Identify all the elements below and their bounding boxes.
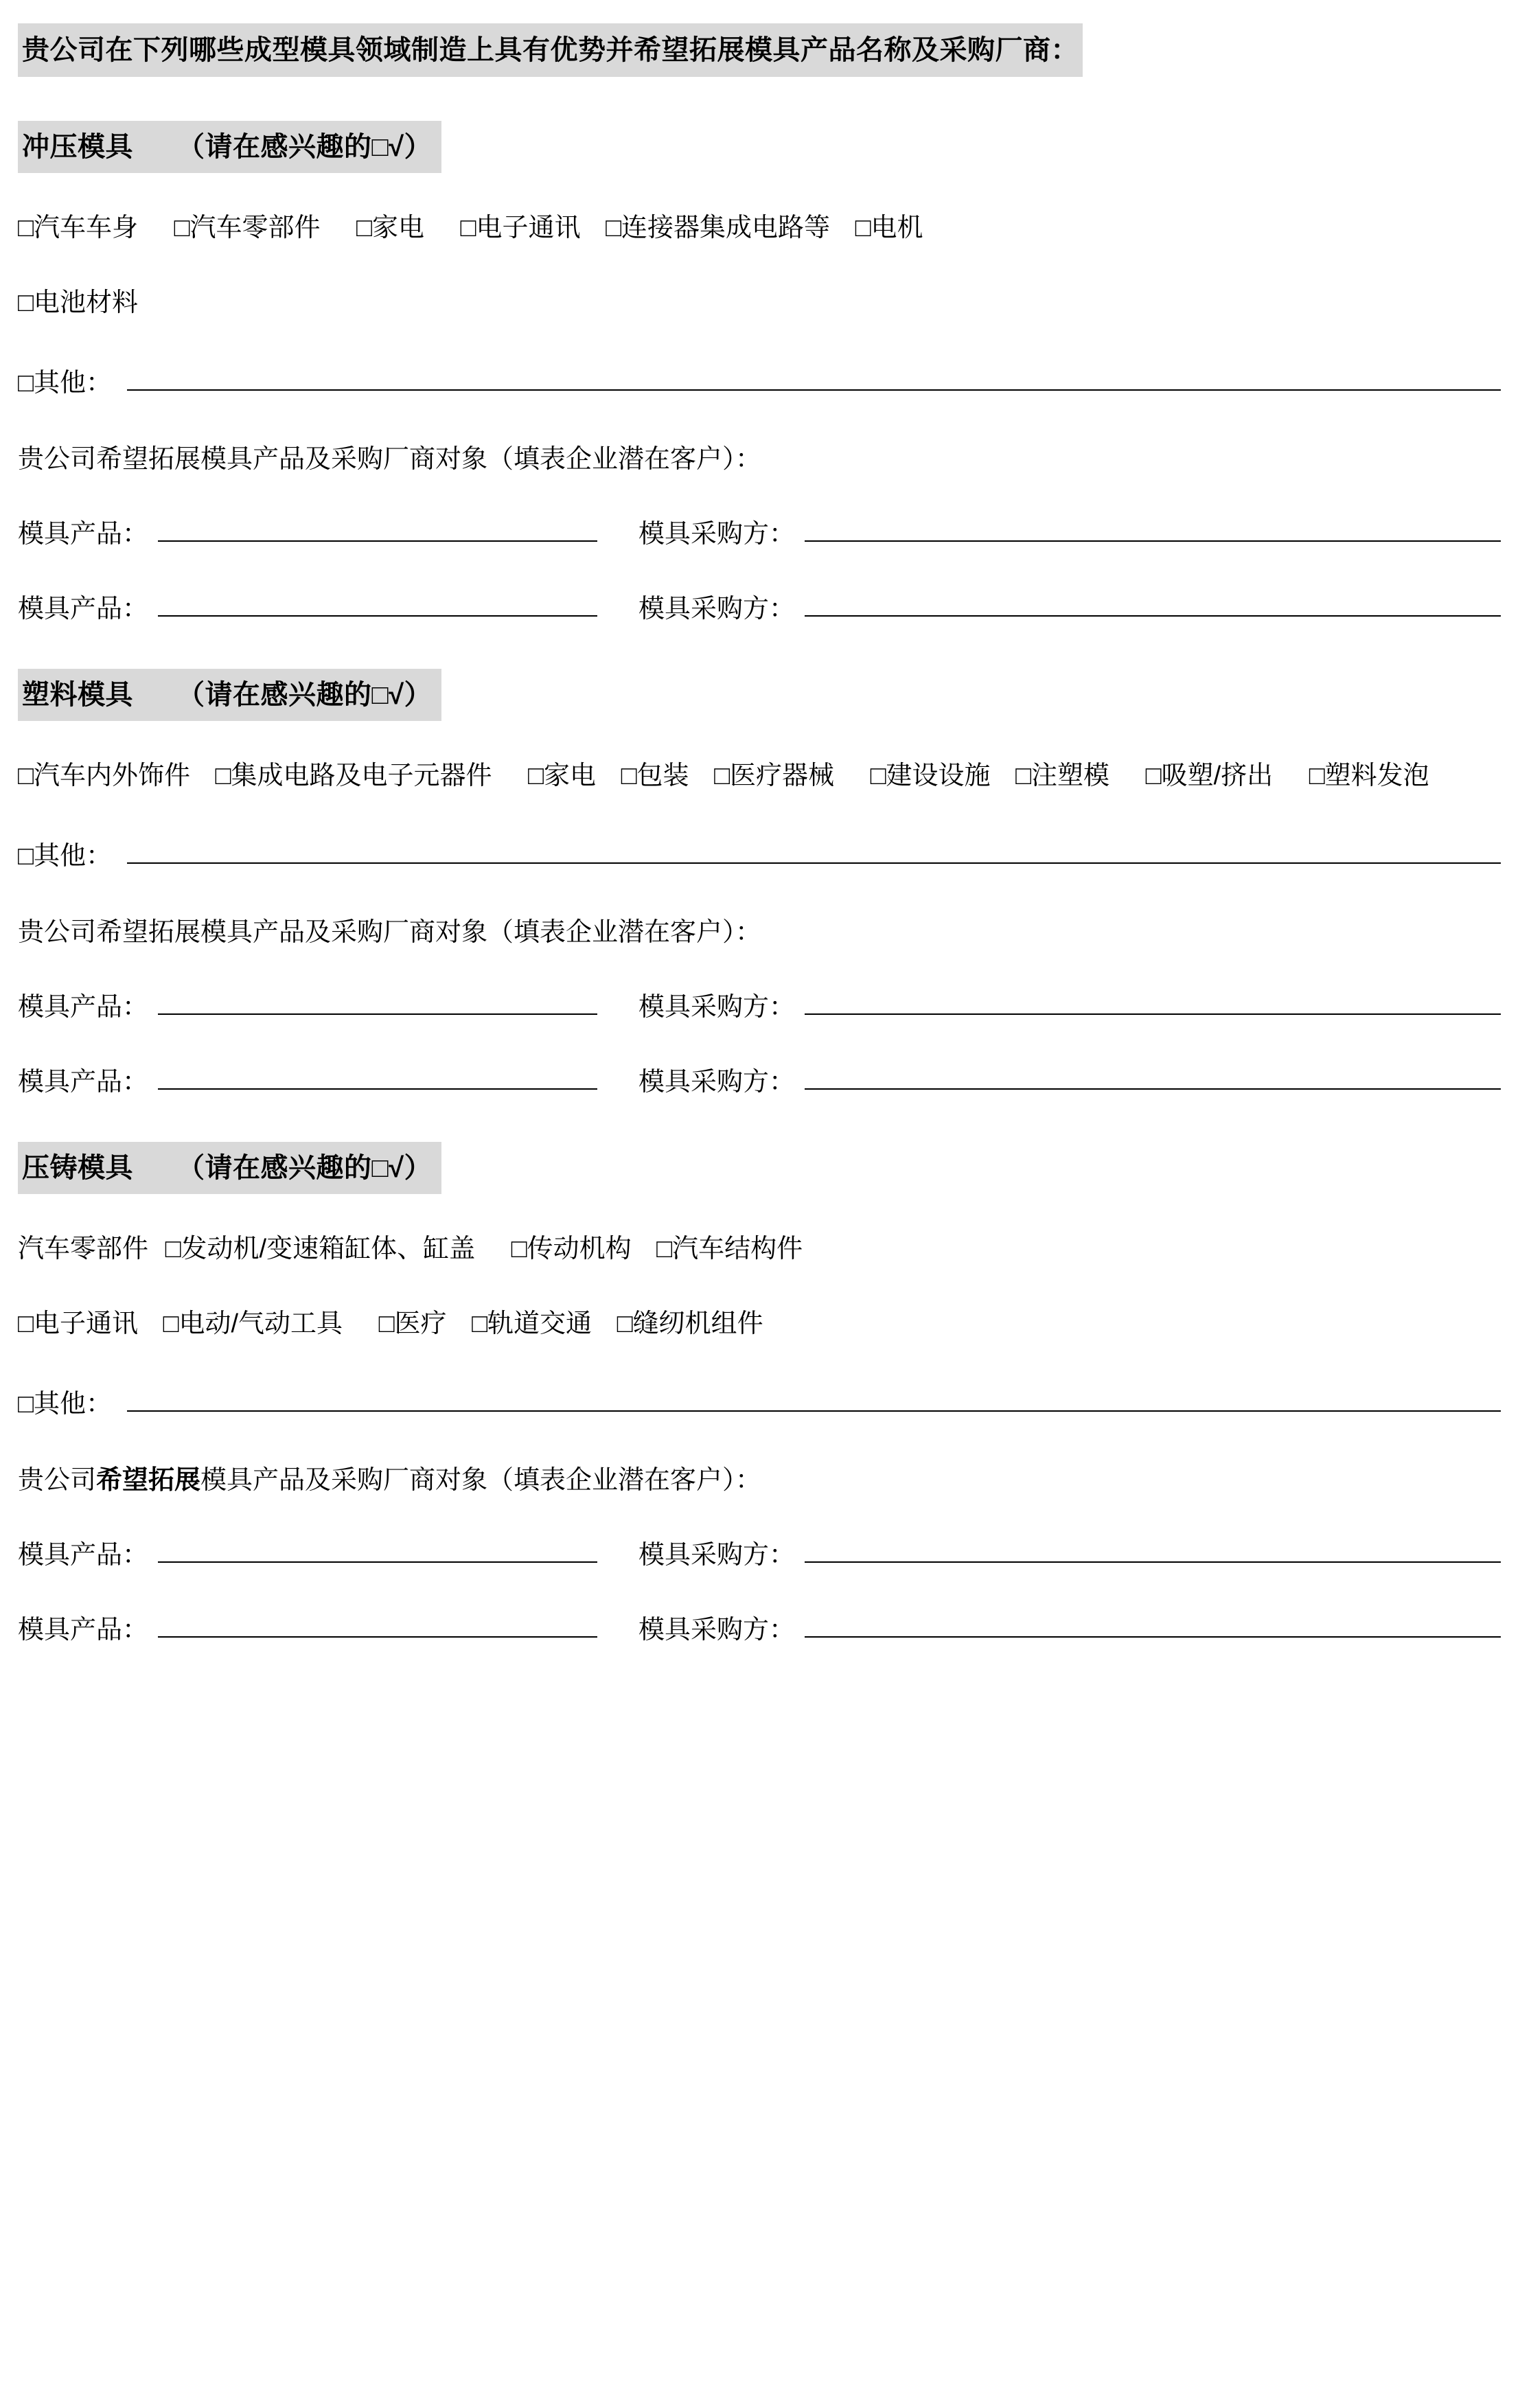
checkbox-option[interactable]: □集成电路及电子元器件	[215, 761, 492, 790]
section-heading-hint: （请在感兴趣的□√）	[177, 1153, 433, 1183]
other-field-row	[18, 361, 1501, 399]
product-label: 模具产品：	[18, 1616, 149, 1644]
other-field-row	[18, 834, 1501, 872]
checkbox-option[interactable]: □电动/气动工具	[163, 1309, 343, 1338]
checkbox-option[interactable]: □医疗	[378, 1309, 447, 1338]
buyer-input-line[interactable]	[805, 1088, 1501, 1090]
product-input-line[interactable]	[158, 615, 597, 617]
product-buyer-row	[18, 985, 1501, 1023]
other-label[interactable]: □其他：	[18, 1390, 112, 1419]
section-prompt	[18, 1458, 1501, 1496]
section-heading-hint: （请在感兴趣的□√）	[177, 680, 433, 710]
buyer-input-line[interactable]	[805, 540, 1501, 542]
checkbox-option[interactable]: □电池材料	[18, 288, 138, 317]
option-row	[18, 209, 1501, 248]
other-input-line[interactable]	[127, 1410, 1501, 1412]
checkbox-option[interactable]: □吸塑/挤出	[1145, 761, 1274, 790]
checkbox-option[interactable]: □电子通讯	[460, 214, 581, 242]
checkbox-option[interactable]: □汽车车身	[18, 214, 138, 242]
product-buyer-row	[18, 1608, 1501, 1646]
product-input-line[interactable]	[158, 540, 597, 542]
section-prompt: 贵公司希望拓展模具产品及采购厂商对象（填表企业潜在客户）：	[18, 918, 762, 947]
buyer-input-line[interactable]	[805, 1561, 1501, 1563]
checkbox-option[interactable]: □发动机/变速箱缸体、缸盖	[165, 1235, 476, 1263]
option-row	[18, 1305, 1501, 1344]
checkbox-option[interactable]: □建设设施	[870, 761, 991, 790]
checkbox-option[interactable]: □包装	[621, 761, 689, 790]
product-label: 模具产品：	[18, 993, 149, 1022]
checkbox-option[interactable]: □连接器集成电路等	[606, 214, 831, 242]
checkbox-option[interactable]: □家电	[356, 214, 424, 242]
checkbox-option[interactable]: □电机	[855, 214, 923, 242]
other-field-row	[18, 1382, 1501, 1420]
checkbox-option[interactable]: □塑料发泡	[1309, 761, 1429, 790]
checkbox-option[interactable]: □家电	[528, 761, 596, 790]
product-buyer-row	[18, 1060, 1501, 1098]
checkbox-option[interactable]: □缝纫机组件	[617, 1309, 763, 1338]
buyer-label: 模具采购方：	[638, 1541, 796, 1570]
checkbox-option[interactable]: □汽车内外饰件	[18, 761, 190, 790]
buyer-label: 模具采购方：	[638, 1616, 796, 1644]
checkbox-option[interactable]: 汽车零部件	[18, 1235, 149, 1263]
buyer-label: 模具采购方：	[638, 993, 796, 1022]
product-buyer-row	[18, 512, 1501, 550]
other-label[interactable]: □其他：	[18, 369, 112, 398]
section-heading-diecast	[18, 1142, 441, 1194]
section-heading-stamping	[18, 121, 441, 173]
section-heading-plastic	[18, 669, 441, 721]
section-heading-label: 压铸模具	[22, 1153, 133, 1183]
section-heading-label: 塑料模具	[22, 680, 133, 710]
product-label: 模具产品：	[18, 595, 149, 623]
option-row	[18, 284, 1501, 323]
checkbox-option[interactable]: □汽车结构件	[656, 1235, 803, 1263]
product-buyer-row	[18, 1533, 1501, 1571]
product-input-line[interactable]	[158, 1561, 597, 1563]
page-title: 贵公司在下列哪些成型模具领域制造上具有优势并希望拓展模具产品名称及采购厂商：	[18, 23, 1083, 77]
product-label: 模具产品：	[18, 1541, 149, 1570]
product-input-line[interactable]	[158, 1013, 597, 1015]
option-row	[18, 757, 1501, 796]
checkbox-option[interactable]: □医疗器械	[714, 761, 835, 790]
section-prompt: 贵公司希望拓展模具产品及采购厂商对象（填表企业潜在客户）：	[18, 445, 762, 474]
prompt-prefix: 贵公司	[18, 1466, 97, 1495]
buyer-label: 模具采购方：	[638, 520, 796, 549]
product-input-line[interactable]	[158, 1636, 597, 1638]
checkbox-option[interactable]: □传动机构	[511, 1235, 632, 1263]
prompt-suffix: 模具产品及采购厂商对象（填表企业潜在客户）：	[200, 1466, 762, 1495]
buyer-label: 模具采购方：	[638, 595, 796, 623]
buyer-label: 模具采购方：	[638, 1068, 796, 1097]
checkbox-option[interactable]: □电子通讯	[18, 1309, 138, 1338]
checkbox-option[interactable]: □注塑模	[1015, 761, 1110, 790]
section-heading-label: 冲压模具	[22, 132, 133, 162]
prompt-emphasis: 希望拓展	[96, 1466, 201, 1495]
buyer-input-line[interactable]	[805, 1636, 1501, 1638]
checkbox-option[interactable]: □汽车零部件	[174, 214, 321, 242]
other-input-line[interactable]	[127, 862, 1501, 864]
product-label: 模具产品：	[18, 520, 149, 549]
buyer-input-line[interactable]	[805, 615, 1501, 617]
other-input-line[interactable]	[127, 389, 1501, 391]
buyer-input-line[interactable]	[805, 1013, 1501, 1015]
checkbox-option[interactable]: □轨道交通	[472, 1309, 592, 1338]
other-label[interactable]: □其他：	[18, 842, 112, 871]
product-label: 模具产品：	[18, 1068, 149, 1097]
option-row	[18, 1230, 1501, 1269]
section-heading-hint: （请在感兴趣的□√）	[177, 132, 433, 162]
product-input-line[interactable]	[158, 1088, 597, 1090]
product-buyer-row	[18, 587, 1501, 625]
